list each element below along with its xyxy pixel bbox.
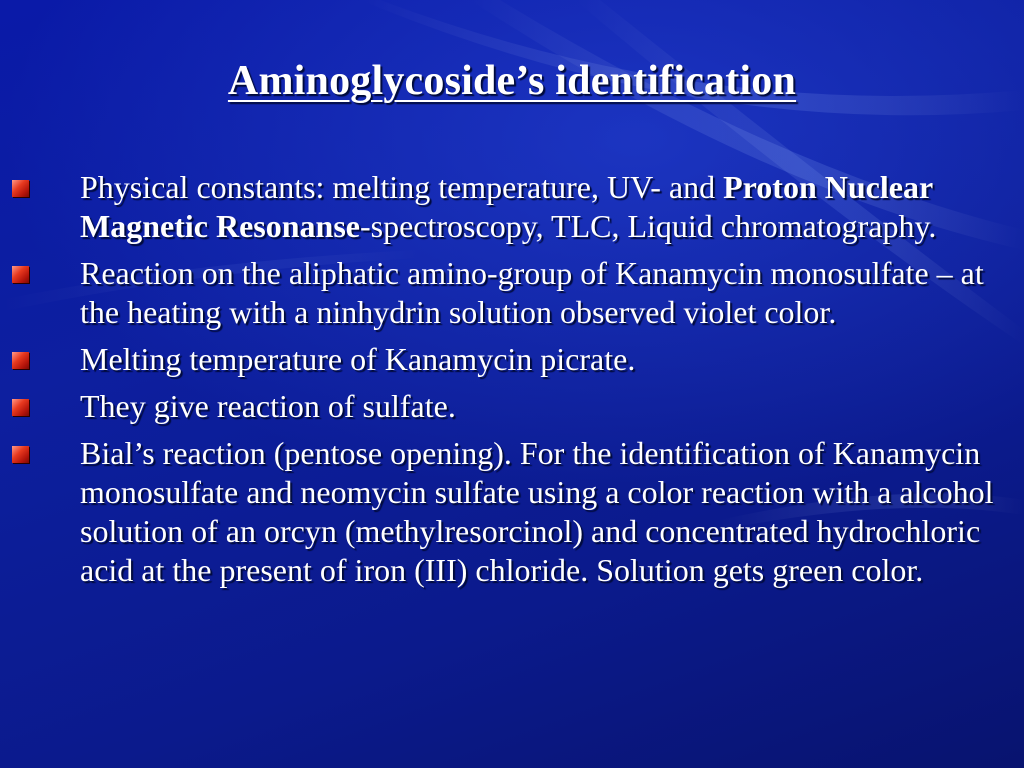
red-square-bullet-icon [12, 399, 29, 416]
bullet-text: They give reaction of sulfate. [80, 388, 456, 424]
bullet-text: Physical constants: melting temperature, UV- and Proton Nuclear Magnetic Resonanse-spectroscopy, TLC, Liquid chromatography. [80, 169, 937, 244]
bullet-list [0, 168, 1024, 598]
bold-text: Proton Nuclear Magnetic Resonanse [80, 169, 933, 244]
bullet-item [0, 168, 1024, 246]
bullet-item [0, 254, 1024, 332]
bullet-item [0, 434, 1024, 590]
red-square-bullet-icon [12, 266, 29, 283]
red-square-bullet-icon [12, 352, 29, 369]
bullet-text: Reaction on the aliphatic amino-group of Kanamycin monosulfate – at the heating with a ninhydrin solution observed violet color. [80, 255, 984, 330]
bullet-item [0, 340, 1024, 379]
bullet-text: Bial’s reaction (pentose opening). For the identification of Kanamycin monosulfate and neomycin sulfate using a color reaction with a alcohol solution of an orcyn (methylresorcinol) and concentrated hydrochloric acid at the present of iron (III) chloride. Solution gets green color. [80, 435, 994, 588]
red-square-bullet-icon [12, 180, 29, 197]
slide-title: Aminoglycoside’s identification [227, 58, 797, 104]
bullet-text: Melting temperature of Kanamycin picrate. [80, 341, 636, 377]
bullet-item [0, 387, 1024, 426]
red-square-bullet-icon [12, 446, 29, 463]
